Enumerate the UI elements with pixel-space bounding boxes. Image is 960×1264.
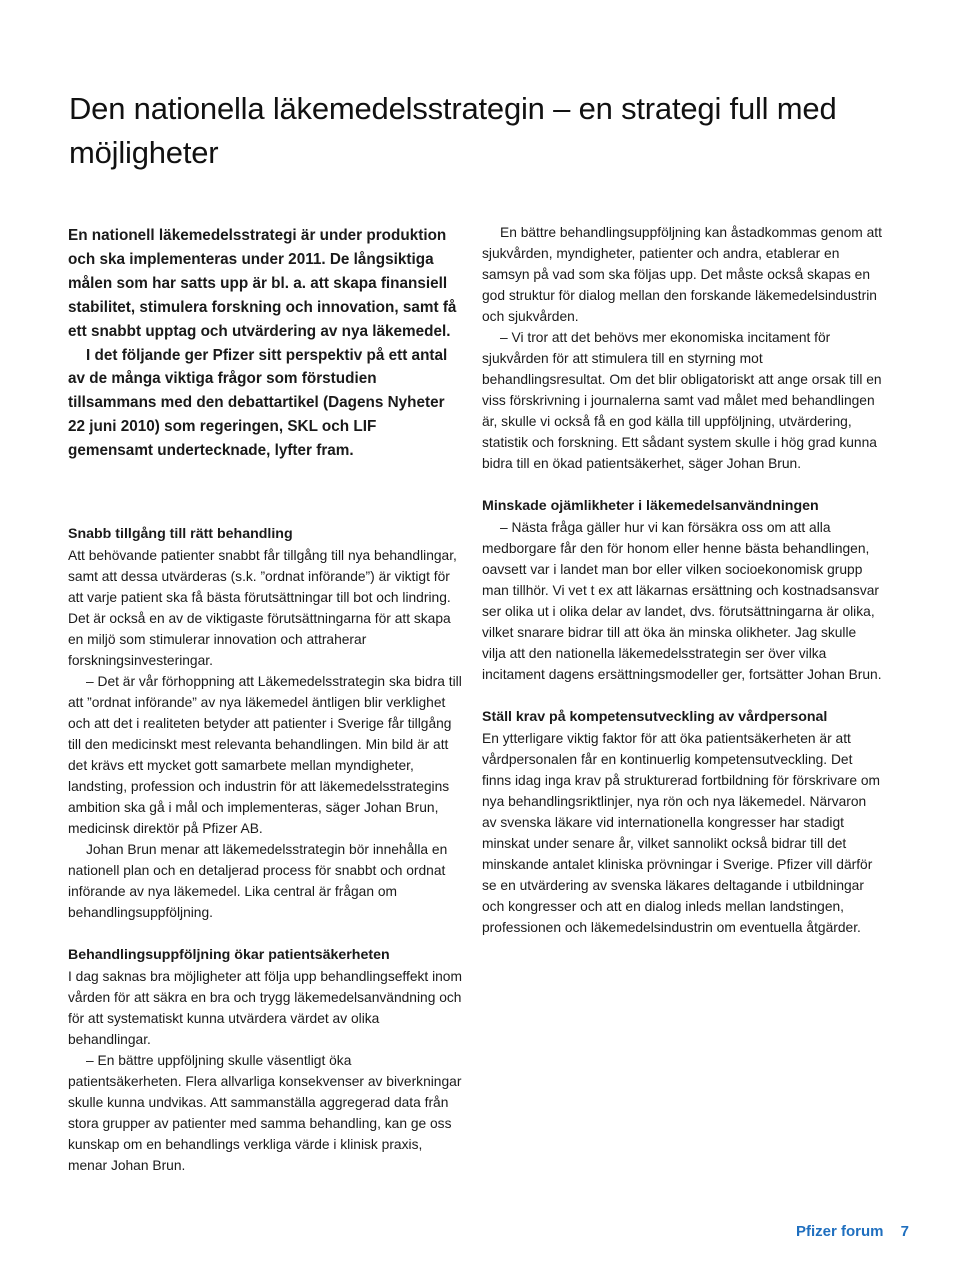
page-number: 7 xyxy=(900,1223,909,1240)
left-column xyxy=(68,224,464,1176)
right-column xyxy=(482,222,882,938)
section-heading-access: Snabb tillgång till rätt behandling xyxy=(68,526,293,543)
body-paragraph: – Vi tror att det behövs mer ekonomiska incitament för sjukvården för att stimulera till en styrning mot behandlingsresultat. Om det blir obligatoriskt att ange orsak till en viss förskrivning i journalerna samt vad målet med behandlingen är, skulle vi också få en god källa till uppföljning, utvärdering, statistik och forskning. Ett sådant system skulle i hög grad kunna bidra till en ökad patientsäkerhet, säger Johan Brun. xyxy=(482,330,882,471)
section-heading-inequality: Minskade ojämlikheter i läkemedelsanvändningen xyxy=(482,498,819,514)
body-paragraph: – Det är vår förhoppning att Läkemedelsstrategin ska bidra till att ”ordnat införande” av nya läkemedel äntligen blir verklighet och att det i realiteten betyder att patienter i Sverige får tillgång till den medicinskt mest relevanta behandlingen. Min bild är att det krävs ett mycket gott samarbete mellan myndigheter, landsting, profession och industrin för att läkemedelsstrategins ambition ska gå i mål och implementeras, säger Johan Brun, medicinsk direktör på Pfizer AB. xyxy=(68,674,462,837)
body-paragraph: Att behövande patienter snabbt får tillgång till nya behandlingar, samt att dessa utvärderas (s.k. ”ordnat införande”) är viktigt för att varje patient ska få bästa förutsättningar till bot och lindring. Det är också en av de viktigaste förutsättningarna för att skapa en miljö som stimulerar innovation och attraherar forskningsinvesteringar. xyxy=(68,548,457,669)
body-paragraph: Johan Brun menar att läkemedelsstrategin bör innehålla en nationell plan och en detaljerad process för snabbt och ordnat införande av nya läkemedel. Lika central är frågan om behandlingsuppföljning. xyxy=(68,842,448,921)
body-paragraph: En ytterligare viktig faktor för att öka patientsäkerheten är att vårdpersonalen får en kontinuerlig kompetensutveckling. Det finns idag inga krav på strukturerad fortbildning för förskrivare om nya behandlingsriktlinjer, nya rön och nya läkemedel. Närvaron av svenska läkare vid internationella kongresser har stadigt minskat under senare år, vilket sannolikt också bidrar till det minskande antalet kliniska prövningar i Sverige. Pfizer vill därför se en utvärdering av svenska läkares deltagande i utbildningar och kongresser och att en dialog inleds mellan landstingen, professionen och läkemedelsindustrin om eventuella åtgärder. xyxy=(482,731,880,935)
body-paragraph: I dag saknas bra möjligheter att följa upp behandlingseffekt inom vården för att säkra en bra och trygg läkemedelsanvändning och för att systematiskt kunna utvärdera värdet av olika behandlingar. xyxy=(68,969,462,1048)
section-heading-competence: Ställ krav på kompetensutveckling av vårdpersonal xyxy=(482,709,828,725)
body-paragraph: – Nästa fråga gäller hur vi kan försäkra oss om att alla medborgare får den för honom eller henne bästa behandlingen, oavsett var i landet man bor eller vilken socioekonomisk grupp man tillhör. Vi vet t ex att läkarnas ersättning och kostnadsansvar ser olika ut i olika delar av landet, dvs. förutsättningarna är olika, vilket snarare bidrar till att öka än minska olikheter. Jag skulle vilja att den nationella läkemedelsstrategin ser över vilka incitament dagens ersättningsmodeller ger, fortsätter Johan Brun. xyxy=(482,520,882,682)
intro-paragraph-1: En nationell läkemedelsstrategi är under produktion och ska implementeras under 2011. De långsiktiga målen som har satts upp är bl. a. att skapa finansiell stabilitet, stimulera forskning och innovation, samt få ett snabbt upptag och utvärdering av nya läkemedel. xyxy=(68,227,457,340)
page-footer xyxy=(796,1223,909,1240)
footer-brand: Pfizer forum xyxy=(795,1223,884,1240)
body-paragraph: – En bättre uppföljning skulle väsentligt öka patientsäkerheten. Flera allvarliga konsekvenser av biverkningar skulle kunna undvikas. Att sammanställa aggregerad data från stora grupper av patienter med samma behandling, kan ge oss kunskap om en behandlings verkliga värde i klinisk praxis, menar Johan Brun. xyxy=(68,1053,462,1174)
body-paragraph: En bättre behandlingsuppföljning kan åstadkommas genom att sjukvården, myndigheter, patienter och andra, etablerar en samsyn på vad som ska följas upp. Det måste också skapas en god struktur för dialog mellan den forskande läkemedelsindustrin och sjukvården. xyxy=(482,225,882,324)
section-heading-follow-up: Behandlingsuppföljning ökar patientsäkerheten xyxy=(68,947,390,964)
page-title: Den nationella läkemedelsstrategin – en strategi full med möjligheter xyxy=(69,90,837,170)
intro-paragraph-2: I det följande ger Pfizer sitt perspektiv på ett antal av de många viktiga frågor som förstudien tillsammans med den debattartikel (Dagens Nyheter 22 juni 2010) som regeringen, SKL och LIF gemensamt undertecknade, lyfter fram. xyxy=(68,346,448,460)
